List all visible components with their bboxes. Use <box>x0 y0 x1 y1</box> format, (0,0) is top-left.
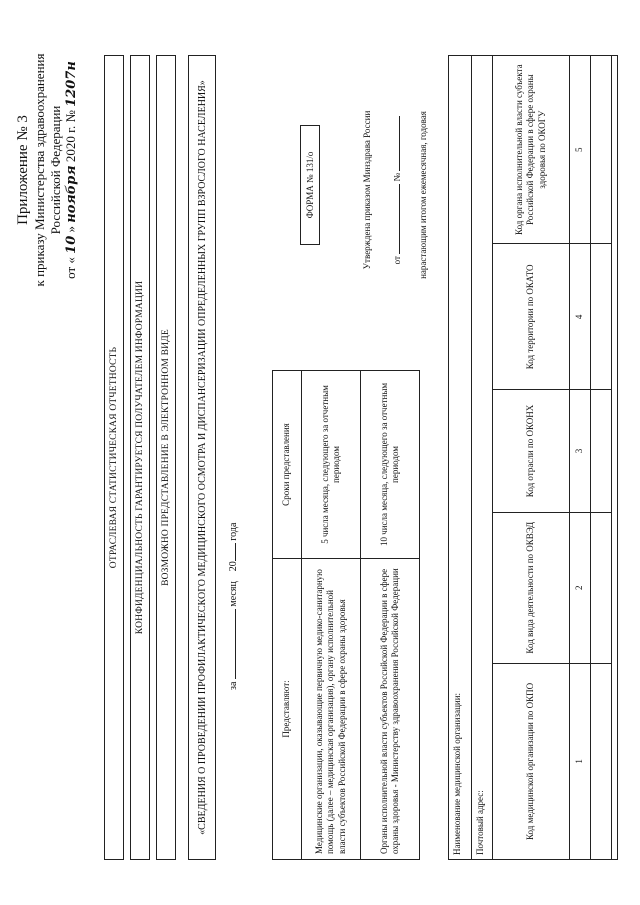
form-number: ФОРМА № 131/о <box>300 125 320 245</box>
codes-header-row <box>493 56 570 860</box>
year-text: 2020 г. № <box>63 110 79 163</box>
postal-address-label: Почтовый адрес: <box>475 790 485 855</box>
handwritten-month: ноября <box>64 165 80 223</box>
order-date-line <box>63 20 80 320</box>
submission-row <box>302 371 361 860</box>
appendix-header <box>14 20 80 320</box>
code-okonh-header: Код отрасли по ОКОНХ <box>493 390 570 512</box>
code-okogu-value <box>591 56 612 244</box>
code-column-number: 4 <box>570 244 591 390</box>
report-title: «СВЕДЕНИЯ О ПРОВЕДЕНИИ ПРОФИЛАКТИЧЕСКОГО МЕДИЦИНСКОГО ОСМОТРА И ДИСПАНСЕРИЗАЦИИ ОПРЕДЕЛЕННЫХ ГРУПП ВЗРОСЛОГО НАСЕЛЕНИЯ» <box>196 80 208 835</box>
code-okpo-value <box>591 663 612 859</box>
code-okpo-header: Код медицинской организации по ОКПО <box>493 663 570 859</box>
code-okved-value <box>591 512 612 663</box>
header-who: Представляют: <box>273 558 302 859</box>
submitter-regional-authorities: Органы исполнительной власти субъектов Российской Федерации в сфере охраны здоровья - Министерству здравоохранения Российской Федерации <box>361 558 420 859</box>
reporting-period <box>228 430 241 690</box>
approved-by: Утверждена приказом Минздрава России <box>362 110 372 270</box>
order-ministry-line: к приказу Министерства здравоохранения <box>32 53 47 287</box>
period-year-prefix: 20 <box>228 561 239 572</box>
banner-confidential-text: КОНФИДЕНЦИАЛЬНОСТЬ ГАРАНТИРУЕТСЯ ПОЛУЧАТЕЛЕМ ИНФОРМАЦИИ <box>135 280 145 635</box>
form-approval <box>362 45 373 335</box>
form-number-box <box>300 125 320 245</box>
code-okonh-value <box>591 390 612 512</box>
date-prefix: от « <box>63 257 79 279</box>
submission-row <box>361 371 420 860</box>
banner-statistical <box>104 55 124 860</box>
code-column-number: 3 <box>570 390 591 512</box>
banner-electronic-text: ВОЗМОЖНО ПРЕДСТАВЛЕНИЕ В ЭЛЕКТРОННОМ ВИДЕ <box>161 329 171 586</box>
report-title-box <box>188 55 216 860</box>
deadline-regional-authorities: 10 числа месяца, следующего за отчетным периодом <box>361 371 420 559</box>
appendix-number: Приложение № 3 <box>15 115 31 225</box>
code-okogu-header: Код органа исполнительной власти субъекта Российской Федерации в сфере охраны здоровья по ОКОГУ <box>493 56 570 244</box>
code-column-number: 1 <box>570 663 591 859</box>
code-column-number: 2 <box>570 512 591 663</box>
code-okato-value <box>591 244 612 390</box>
header-when: Сроки представления <box>273 371 302 559</box>
banner-electronic <box>156 55 176 860</box>
code-okato-header: Код территории по ОКАТО <box>493 244 570 390</box>
codes-number-row <box>570 56 591 860</box>
codes-table <box>492 55 612 860</box>
order-country-line: Российской Федерации <box>47 105 63 235</box>
code-column-number: 5 <box>570 56 591 244</box>
submission-table <box>272 370 420 860</box>
deadline-medical-orgs: 5 числа месяца, следующего за отчетным периодом <box>302 371 361 559</box>
period-month: месяц <box>228 581 239 607</box>
form-approval-date <box>392 60 403 320</box>
banner-statistical-text: ОТРАСЛЕВАЯ СТАТИСТИЧЕСКАЯ ОТЧЕТНОСТЬ <box>109 346 119 569</box>
submission-header-row <box>273 371 302 860</box>
org-name-label: Наименование медицинской организации: <box>452 692 462 855</box>
period-za: за <box>228 681 239 690</box>
handwritten-day: 10 <box>64 235 80 254</box>
handwritten-order-number: 1207н <box>64 61 80 107</box>
approval-from: от <box>392 256 402 265</box>
banner-confidential <box>130 55 150 860</box>
form-periodicity: нарастающим итогом ежемесячная, годовая <box>418 111 428 279</box>
day-suffix: » <box>63 225 79 233</box>
code-okved-header: Код вида деятельности по ОКВЭД <box>493 512 570 663</box>
codes-value-row <box>591 56 612 860</box>
period-year-suffix: года <box>228 522 239 541</box>
approval-no: № <box>392 172 402 182</box>
submitter-medical-orgs: Медицинские организации, оказывающие первичную медико-санитарную помощь (далее – медицинская организация), органу исполнительной власти субъектов Российской Федерации в сфере охраны здоровья <box>302 558 361 859</box>
